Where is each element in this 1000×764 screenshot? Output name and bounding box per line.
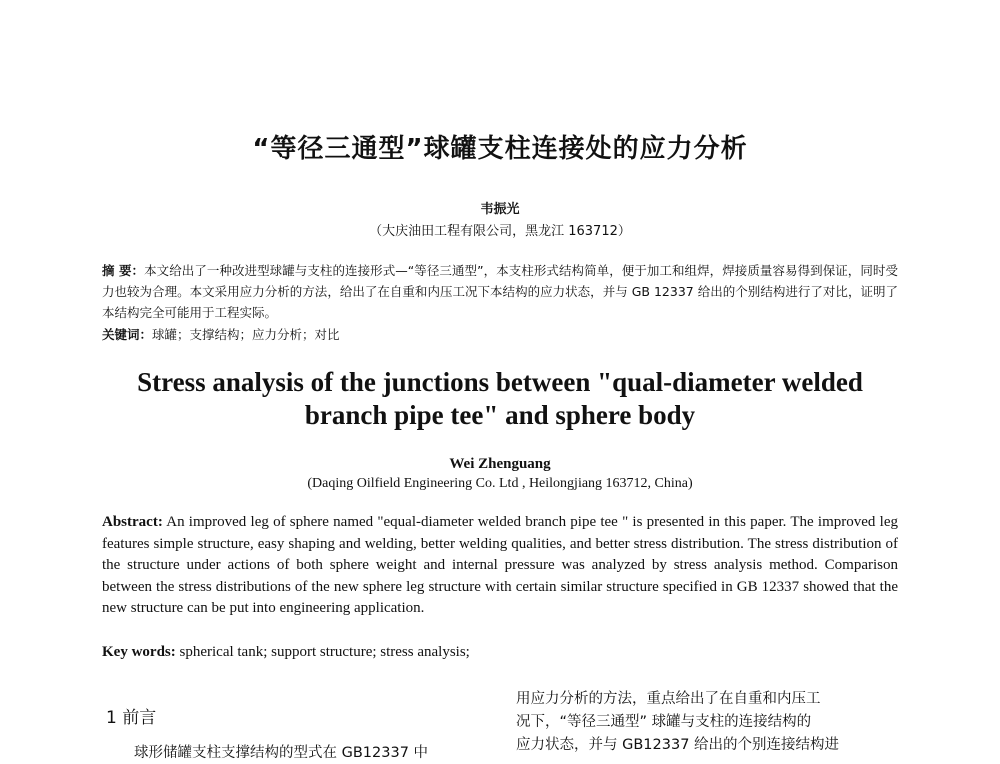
english-keywords-text: spherical tank; support structure; stress analysis; — [179, 644, 470, 660]
english-abstract — [102, 512, 898, 620]
right-column-line-1: 用应力分析的方法，重点给出了在自重和内压工 — [516, 691, 821, 707]
english-affiliation: (Daqing Oilfield Engineering Co. Ltd , Heilongjiang 163712, China) — [307, 476, 693, 491]
section-heading: 1 前言 — [106, 708, 157, 728]
left-column-body: 球形储罐支柱支撑结构的型式在 GB12337 中 — [134, 745, 429, 761]
english-title — [0, 366, 1000, 432]
chinese-abstract — [102, 260, 898, 323]
english-keywords — [102, 642, 898, 663]
english-abstract-text: An improved leg of sphere named "equal-diameter welded branch pipe tee " is presented in this paper. The improved leg features simple structure, easy shaping and welding, better welding qualities, and better stress distribution. The stress distribution of the structure under actions of both sphere weight and internal pressure was analyzed by stress analysis method. Comparison between the stress distributions of the new sphere leg structure with certain similar structure specified in GB 12337 showed that the new structure can be put into engineering application. — [102, 514, 898, 616]
right-column-line-3: 应力状态，并与 GB12337 给出的个别连接结构进 — [516, 737, 840, 753]
chinese-abstract-text: 本文给出了一种改进型球罐与支柱的连接形式—“等径三通型”，本支柱形式结构简单，便于加工和组焊，焊接质量容易得到保证，同时受力也较为合理。本文采用应力分析的方法，给出了在自重和内压工况下本结构的应力状态，并与 GB 12337 给出的个别结构进行了对比，证明了本结构完全可能用于工程实际。 — [102, 263, 898, 320]
english-title-line-1: Stress analysis of the junctions between "qual-diameter welded — [137, 367, 863, 397]
chinese-abstract-label: 摘 要： — [102, 263, 145, 278]
chinese-affiliation: （大庆油田工程有限公司，黑龙江 163712） — [369, 224, 631, 239]
chinese-keywords-label: 关键词： — [102, 327, 153, 342]
english-keywords-label: Key words: — [102, 644, 176, 660]
english-title-line-2: branch pipe tee" and sphere body — [304, 400, 696, 430]
chinese-keywords-text: 球罐；支撑结构；应力分析；对比 — [152, 327, 340, 342]
chinese-title: “等径三通型”球罐支柱连接处的应力分析 — [252, 134, 748, 164]
right-column-line-2: 况下，“等径三通型” 球罐与支柱的连接结构的 — [516, 714, 812, 730]
english-abstract-label: Abstract: — [102, 514, 163, 530]
english-author: Wei Zhenguang — [449, 456, 551, 472]
chinese-author: 韦振光 — [480, 202, 520, 217]
chinese-keywords — [102, 324, 898, 345]
right-column-body — [516, 688, 896, 757]
